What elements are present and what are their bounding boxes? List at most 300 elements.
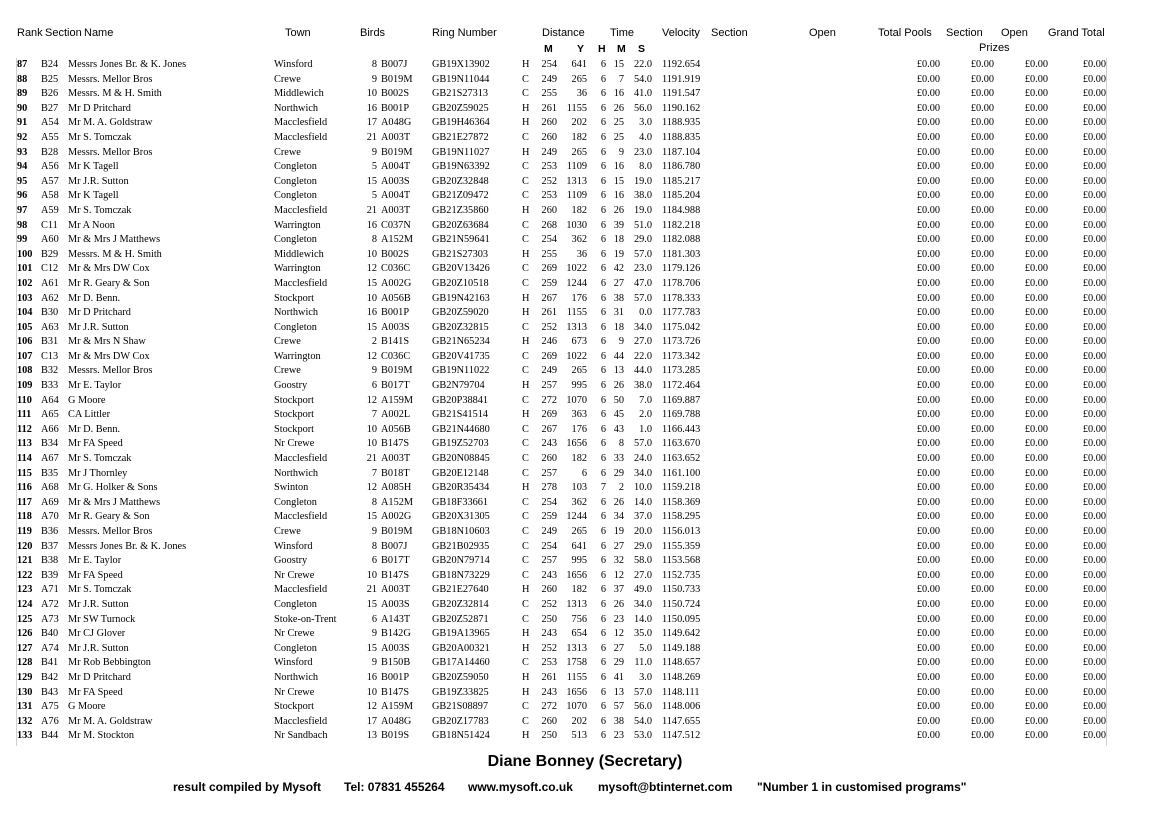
table-row — [0, 525, 1170, 540]
name-cell: Mr Rob Bebbington — [68, 657, 151, 669]
table-row — [0, 510, 1170, 525]
distance-miles-cell: 272 — [541, 701, 557, 713]
section-cell: A61 — [41, 277, 59, 289]
name-cell: Mr K Tagell — [68, 190, 119, 202]
grand-total-cell: £0.00 — [1082, 219, 1106, 231]
grand-total-cell: £0.00 — [1082, 307, 1106, 319]
time-seconds-cell: 35.0 — [633, 628, 652, 640]
open-prize-cell: £0.00 — [1024, 380, 1048, 392]
total-pools-cell: £0.00 — [916, 321, 940, 333]
total-pools-cell: £0.00 — [916, 146, 940, 158]
time-hours-cell: 6 — [600, 248, 606, 260]
time-hours-cell: 7 — [600, 482, 606, 494]
open-prize-cell: £0.00 — [1024, 263, 1048, 275]
total-pools-cell: £0.00 — [916, 277, 940, 289]
section-cell: A59 — [41, 204, 59, 216]
time-hours-cell: 6 — [600, 102, 606, 114]
rank-cell: 112 — [17, 423, 32, 435]
hen-cock-cell: H — [522, 482, 530, 494]
member-code-cell: A085H — [381, 482, 412, 494]
ring-number-cell: GB20Z59020 — [432, 307, 489, 319]
member-code-cell: C036C — [381, 350, 411, 362]
grand-total-cell: £0.00 — [1082, 292, 1106, 304]
email-link[interactable]: mysoft@btinternet.com — [598, 780, 733, 794]
time-seconds-cell: 56.0 — [633, 701, 652, 713]
time-seconds-cell: 56.0 — [633, 102, 652, 114]
rank-cell: 113 — [17, 438, 32, 450]
distance-yards-cell: 36 — [576, 88, 587, 100]
hen-cock-cell: C — [522, 540, 529, 552]
table-row — [0, 496, 1170, 511]
time-minutes-cell: 15 — [613, 59, 624, 70]
time-minutes-cell: 18 — [613, 234, 624, 246]
section-prize-cell: £0.00 — [970, 117, 994, 129]
total-pools-cell: £0.00 — [916, 715, 940, 727]
birds-cell: 9 — [371, 146, 377, 158]
table-row — [0, 656, 1170, 671]
section-prize-cell: £0.00 — [970, 190, 994, 202]
open-prize-cell: £0.00 — [1024, 117, 1048, 129]
hen-cock-cell: H — [522, 292, 530, 304]
section-cell: C11 — [41, 219, 58, 231]
hen-cock-cell: C — [522, 715, 529, 727]
hen-cock-cell: C — [522, 701, 529, 713]
distance-yards-cell: 36 — [576, 248, 587, 260]
distance-yards-cell: 1155 — [566, 102, 587, 114]
open-prize-cell: £0.00 — [1024, 102, 1048, 114]
hen-cock-cell: C — [522, 175, 529, 187]
time-hours-cell: 6 — [600, 292, 606, 304]
time-minutes-cell: 50 — [613, 394, 624, 406]
velocity-cell: 1182.218 — [662, 219, 701, 231]
distance-yards-cell: 641 — [571, 540, 587, 552]
time-seconds-cell: 57.0 — [633, 438, 652, 450]
distance-miles-cell: 255 — [541, 88, 557, 100]
distance-miles-cell: 272 — [541, 394, 557, 406]
member-code-cell: A003T — [381, 131, 411, 143]
table-row — [0, 467, 1170, 482]
open-prize-cell: £0.00 — [1024, 307, 1048, 319]
birds-cell: 6 — [371, 380, 377, 392]
table-row — [0, 248, 1170, 263]
time-seconds-cell: 41.0 — [633, 88, 652, 100]
time-minutes-cell: 41 — [613, 671, 624, 683]
rank-cell: 120 — [17, 540, 33, 552]
time-hours-cell: 6 — [600, 569, 606, 581]
member-code-cell: A152M — [381, 234, 414, 246]
header-total-pools: Total Pools — [878, 27, 932, 39]
distance-yards-cell: 362 — [571, 496, 587, 508]
birds-cell: 7 — [371, 409, 377, 421]
grand-total-cell: £0.00 — [1082, 409, 1106, 421]
town-cell: Stockport — [274, 292, 315, 304]
hen-cock-cell: H — [522, 117, 530, 129]
time-seconds-cell: 49.0 — [633, 584, 652, 596]
ring-number-cell: GB20Z59050 — [432, 671, 489, 683]
grand-total-cell: £0.00 — [1082, 657, 1106, 669]
time-hours-cell: 6 — [600, 671, 606, 683]
town-cell: Nr Crewe — [274, 686, 315, 698]
table-row — [0, 686, 1170, 701]
time-seconds-cell: 19.0 — [633, 175, 652, 187]
open-prize-cell: £0.00 — [1024, 526, 1048, 537]
grand-total-cell: £0.00 — [1082, 175, 1106, 187]
time-hours-cell: 6 — [600, 350, 606, 362]
velocity-cell: 1173.726 — [662, 336, 701, 348]
subheader-yards: Y — [577, 43, 585, 55]
distance-yards-cell: 265 — [571, 73, 587, 85]
time-seconds-cell: 5.0 — [639, 642, 652, 654]
member-code-cell: B001P — [381, 102, 410, 114]
member-code-cell: B017T — [381, 380, 410, 392]
results-table — [0, 58, 1170, 744]
website-link[interactable]: www.mysoft.co.uk — [468, 780, 573, 794]
member-code-cell: B147S — [381, 438, 410, 450]
time-seconds-cell: 57.0 — [633, 686, 652, 698]
member-code-cell: A002G — [381, 277, 412, 289]
total-pools-cell: £0.00 — [916, 131, 940, 143]
birds-cell: 8 — [371, 59, 377, 70]
name-cell: Mr M. A. Goldstraw — [68, 715, 153, 727]
ring-number-cell: GB2N79704 — [432, 380, 485, 392]
hen-cock-cell: C — [522, 438, 529, 450]
section-cell: A68 — [41, 482, 59, 494]
grand-total-cell: £0.00 — [1082, 423, 1106, 435]
section-cell: B25 — [41, 73, 59, 85]
section-prize-cell: £0.00 — [970, 671, 994, 683]
time-minutes-cell: 18 — [613, 321, 624, 333]
time-hours-cell: 6 — [600, 657, 606, 669]
distance-miles-cell: 250 — [541, 613, 557, 625]
town-cell: Macclesfield — [274, 715, 328, 727]
time-hours-cell: 6 — [600, 613, 606, 625]
rank-cell: 126 — [17, 628, 33, 640]
birds-cell: 8 — [371, 234, 377, 246]
distance-yards-cell: 1656 — [566, 569, 587, 581]
birds-cell: 15 — [366, 277, 377, 289]
open-prize-cell: £0.00 — [1024, 292, 1048, 304]
hen-cock-cell: H — [522, 628, 530, 640]
hen-cock-cell: H — [522, 102, 530, 114]
town-cell: Winsford — [274, 59, 313, 70]
section-prize-cell: £0.00 — [970, 131, 994, 143]
birds-cell: 9 — [371, 73, 377, 85]
name-cell: Mr D Pritchard — [68, 102, 131, 114]
rank-cell: 116 — [17, 482, 32, 494]
time-seconds-cell: 10.0 — [633, 482, 652, 494]
name-cell: Mr G. Holker & Sons — [68, 482, 158, 494]
time-hours-cell: 6 — [600, 59, 606, 70]
section-prize-cell: £0.00 — [970, 204, 994, 216]
grand-total-cell: £0.00 — [1082, 394, 1106, 406]
birds-cell: 10 — [366, 569, 377, 581]
section-prize-cell: £0.00 — [970, 365, 994, 377]
birds-cell: 2 — [371, 336, 377, 348]
velocity-cell: 1175.042 — [662, 321, 701, 333]
hen-cock-cell: C — [522, 88, 529, 100]
time-seconds-cell: 27.0 — [633, 336, 652, 348]
name-cell: Mr FA Speed — [68, 686, 123, 698]
name-cell: Messrs Jones Br. & K. Jones — [68, 540, 187, 552]
member-code-cell: B142G — [381, 628, 411, 640]
open-prize-cell: £0.00 — [1024, 569, 1048, 581]
time-hours-cell: 6 — [600, 190, 606, 202]
total-pools-cell: £0.00 — [916, 453, 940, 465]
distance-yards-cell: 176 — [571, 292, 587, 304]
time-hours-cell: 6 — [600, 88, 606, 100]
open-prize-cell: £0.00 — [1024, 204, 1048, 216]
ring-number-cell: GB19N11022 — [432, 365, 490, 377]
velocity-cell: 1173.342 — [662, 350, 701, 362]
hen-cock-cell: H — [522, 146, 530, 158]
open-prize-cell: £0.00 — [1024, 146, 1048, 158]
distance-miles-cell: 260 — [541, 715, 557, 727]
section-cell: A60 — [41, 234, 59, 246]
time-minutes-cell: 27 — [613, 642, 624, 654]
distance-yards-cell: 182 — [571, 453, 587, 465]
section-cell: A65 — [41, 409, 59, 421]
ring-number-cell: GB20Z32848 — [432, 175, 489, 187]
section-prize-cell: £0.00 — [970, 686, 994, 698]
time-minutes-cell: 43 — [613, 423, 624, 435]
grand-total-cell: £0.00 — [1082, 59, 1106, 70]
grand-total-cell: £0.00 — [1082, 438, 1106, 450]
time-minutes-cell: 13 — [613, 686, 624, 698]
birds-cell: 8 — [371, 540, 377, 552]
member-code-cell: B150B — [381, 657, 411, 669]
distance-miles-cell: 269 — [541, 409, 557, 421]
rank-cell: 123 — [17, 584, 33, 596]
distance-miles-cell: 278 — [541, 482, 557, 494]
member-code-cell: B018T — [381, 467, 410, 479]
rank-cell: 131 — [17, 701, 33, 713]
section-prize-cell: £0.00 — [970, 380, 994, 392]
section-prize-cell: £0.00 — [970, 569, 994, 581]
birds-cell: 10 — [366, 686, 377, 698]
subheader-hours: H — [598, 43, 606, 55]
rank-cell: 110 — [17, 394, 32, 406]
birds-cell: 5 — [371, 190, 377, 202]
time-seconds-cell: 27.0 — [633, 569, 652, 581]
time-minutes-cell: 38 — [613, 292, 624, 304]
section-prize-cell: £0.00 — [970, 642, 994, 654]
section-cell: B42 — [41, 671, 59, 683]
ring-number-cell: GB21Z09472 — [432, 190, 489, 202]
table-row — [0, 394, 1170, 409]
name-cell: Mr A Noon — [68, 219, 115, 231]
total-pools-cell: £0.00 — [916, 190, 940, 202]
table-row — [0, 437, 1170, 452]
open-prize-cell: £0.00 — [1024, 394, 1048, 406]
velocity-cell: 1166.443 — [662, 423, 701, 435]
member-code-cell: A004T — [381, 190, 411, 202]
grand-total-cell: £0.00 — [1082, 190, 1106, 202]
ring-number-cell: GB20P38841 — [432, 394, 489, 406]
distance-yards-cell: 363 — [571, 409, 587, 421]
time-seconds-cell: 29.0 — [633, 234, 652, 246]
time-seconds-cell: 37.0 — [633, 511, 652, 523]
open-prize-cell: £0.00 — [1024, 671, 1048, 683]
time-seconds-cell: 34.0 — [633, 598, 652, 610]
rank-cell: 92 — [17, 131, 28, 143]
distance-miles-cell: 259 — [541, 511, 557, 523]
ring-number-cell: GB20V41735 — [432, 350, 490, 362]
time-minutes-cell: 26 — [613, 380, 624, 392]
velocity-cell: 1188.835 — [662, 131, 701, 143]
rank-cell: 111 — [17, 409, 32, 421]
name-cell: Messrs. Mellor Bros — [68, 365, 153, 377]
section-prize-cell: £0.00 — [970, 526, 994, 537]
time-seconds-cell: 2.0 — [639, 409, 652, 421]
velocity-cell: 1150.724 — [662, 598, 701, 610]
time-minutes-cell: 26 — [613, 102, 624, 114]
distance-yards-cell: 202 — [571, 117, 587, 129]
total-pools-cell: £0.00 — [916, 482, 940, 494]
section-cell: A76 — [41, 715, 59, 727]
distance-yards-cell: 265 — [571, 146, 587, 158]
grand-total-cell: £0.00 — [1082, 248, 1106, 260]
header-rank: Rank — [17, 27, 43, 39]
hen-cock-cell: C — [522, 555, 529, 567]
time-seconds-cell: 3.0 — [639, 117, 652, 129]
town-cell: Crewe — [274, 146, 301, 158]
rank-cell: 94 — [17, 161, 28, 173]
rank-cell: 99 — [17, 234, 28, 246]
ring-number-cell: GB19N11027 — [432, 146, 490, 158]
hen-cock-cell: H — [522, 204, 530, 216]
town-cell: Congleton — [274, 321, 317, 333]
distance-miles-cell: 249 — [541, 146, 557, 158]
secretary-name: Diane Bonney (Secretary) — [487, 753, 683, 770]
town-cell: Congleton — [274, 161, 317, 173]
velocity-cell: 1179.126 — [662, 263, 701, 275]
total-pools-cell: £0.00 — [916, 365, 940, 377]
time-minutes-cell: 45 — [613, 409, 624, 421]
birds-cell: 16 — [366, 102, 377, 114]
section-cell: A69 — [41, 496, 59, 508]
section-prize-cell: £0.00 — [970, 73, 994, 85]
time-minutes-cell: 12 — [613, 569, 624, 581]
open-prize-cell: £0.00 — [1024, 350, 1048, 362]
town-cell: Stockport — [274, 423, 315, 435]
time-minutes-cell: 29 — [613, 657, 624, 669]
time-seconds-cell: 22.0 — [633, 59, 652, 70]
town-cell: Northwich — [274, 467, 319, 479]
velocity-cell: 1150.733 — [662, 584, 701, 596]
open-prize-cell: £0.00 — [1024, 511, 1048, 523]
hen-cock-cell: C — [522, 277, 529, 289]
distance-miles-cell: 252 — [541, 642, 557, 654]
time-seconds-cell: 58.0 — [633, 555, 652, 567]
velocity-cell: 1185.217 — [662, 175, 701, 187]
rank-cell: 125 — [17, 613, 33, 625]
velocity-cell: 1148.657 — [662, 657, 701, 669]
distance-yards-cell: 103 — [571, 482, 587, 494]
grand-total-cell: £0.00 — [1082, 73, 1106, 85]
member-code-cell: B019M — [381, 526, 413, 537]
hen-cock-cell: C — [522, 569, 529, 581]
ring-number-cell: GB21N59641 — [432, 234, 490, 246]
time-hours-cell: 6 — [600, 423, 606, 435]
time-seconds-cell: 20.0 — [633, 526, 652, 537]
total-pools-cell: £0.00 — [916, 161, 940, 173]
table-row — [0, 613, 1170, 628]
name-cell: Messrs. Mellor Bros — [68, 146, 153, 158]
total-pools-cell: £0.00 — [916, 657, 940, 669]
rank-cell: 90 — [17, 102, 28, 114]
total-pools-cell: £0.00 — [916, 511, 940, 523]
town-cell: Nr Crewe — [274, 438, 315, 450]
ring-number-cell: GB20E12148 — [432, 467, 489, 479]
time-hours-cell: 6 — [600, 642, 606, 654]
section-prize-cell: £0.00 — [970, 657, 994, 669]
total-pools-cell: £0.00 — [916, 336, 940, 348]
hen-cock-cell: H — [522, 59, 530, 70]
ring-number-cell: GB18N73229 — [432, 569, 490, 581]
hen-cock-cell: C — [522, 219, 529, 231]
rank-cell: 121 — [17, 555, 33, 567]
birds-cell: 9 — [371, 657, 377, 669]
birds-cell: 15 — [366, 598, 377, 610]
open-prize-cell: £0.00 — [1024, 453, 1048, 465]
time-hours-cell: 6 — [600, 598, 606, 610]
distance-yards-cell: 1244 — [566, 277, 587, 289]
member-code-cell: A159M — [381, 701, 414, 713]
ring-number-cell: GB18N51424 — [432, 730, 490, 742]
table-row — [0, 277, 1170, 292]
open-prize-cell: £0.00 — [1024, 467, 1048, 479]
distance-yards-cell: 641 — [571, 59, 587, 70]
distance-yards-cell: 265 — [571, 526, 587, 537]
rank-cell: 119 — [17, 526, 32, 537]
grand-total-cell: £0.00 — [1082, 511, 1106, 523]
table-row — [0, 364, 1170, 379]
birds-cell: 13 — [366, 730, 377, 742]
town-cell: Macclesfield — [274, 453, 328, 465]
section-prize-cell: £0.00 — [970, 467, 994, 479]
total-pools-cell: £0.00 — [916, 102, 940, 114]
distance-miles-cell: 268 — [541, 219, 557, 231]
time-minutes-cell: 19 — [613, 248, 624, 260]
birds-cell: 16 — [366, 307, 377, 319]
time-seconds-cell: 53.0 — [633, 730, 652, 742]
time-hours-cell: 6 — [600, 277, 606, 289]
distance-miles-cell: 260 — [541, 204, 557, 216]
rank-cell: 106 — [17, 336, 33, 348]
town-cell: Nr Crewe — [274, 628, 315, 640]
grand-total-cell: £0.00 — [1082, 482, 1106, 494]
name-cell: Mr & Mrs N Shaw — [68, 336, 146, 348]
name-cell: Mr J.R. Sutton — [68, 642, 129, 654]
open-prize-cell: £0.00 — [1024, 59, 1048, 70]
time-minutes-cell: 38 — [613, 715, 624, 727]
rank-cell: 115 — [17, 467, 32, 479]
birds-cell: 21 — [366, 204, 377, 216]
subheader-seconds: S — [638, 43, 646, 55]
town-cell: Congleton — [274, 190, 317, 202]
time-minutes-cell: 44 — [613, 350, 624, 362]
section-cell: A67 — [41, 453, 59, 465]
distance-miles-cell: 253 — [541, 657, 557, 669]
time-minutes-cell: 26 — [613, 204, 624, 216]
ring-number-cell: GB20Z32814 — [432, 598, 489, 610]
slogan: "Number 1 in customised programs" — [757, 780, 967, 794]
birds-cell: 6 — [371, 613, 377, 625]
member-code-cell: B019M — [381, 365, 413, 377]
distance-miles-cell: 257 — [541, 380, 557, 392]
distance-miles-cell: 254 — [541, 496, 557, 508]
time-hours-cell: 6 — [600, 365, 606, 377]
